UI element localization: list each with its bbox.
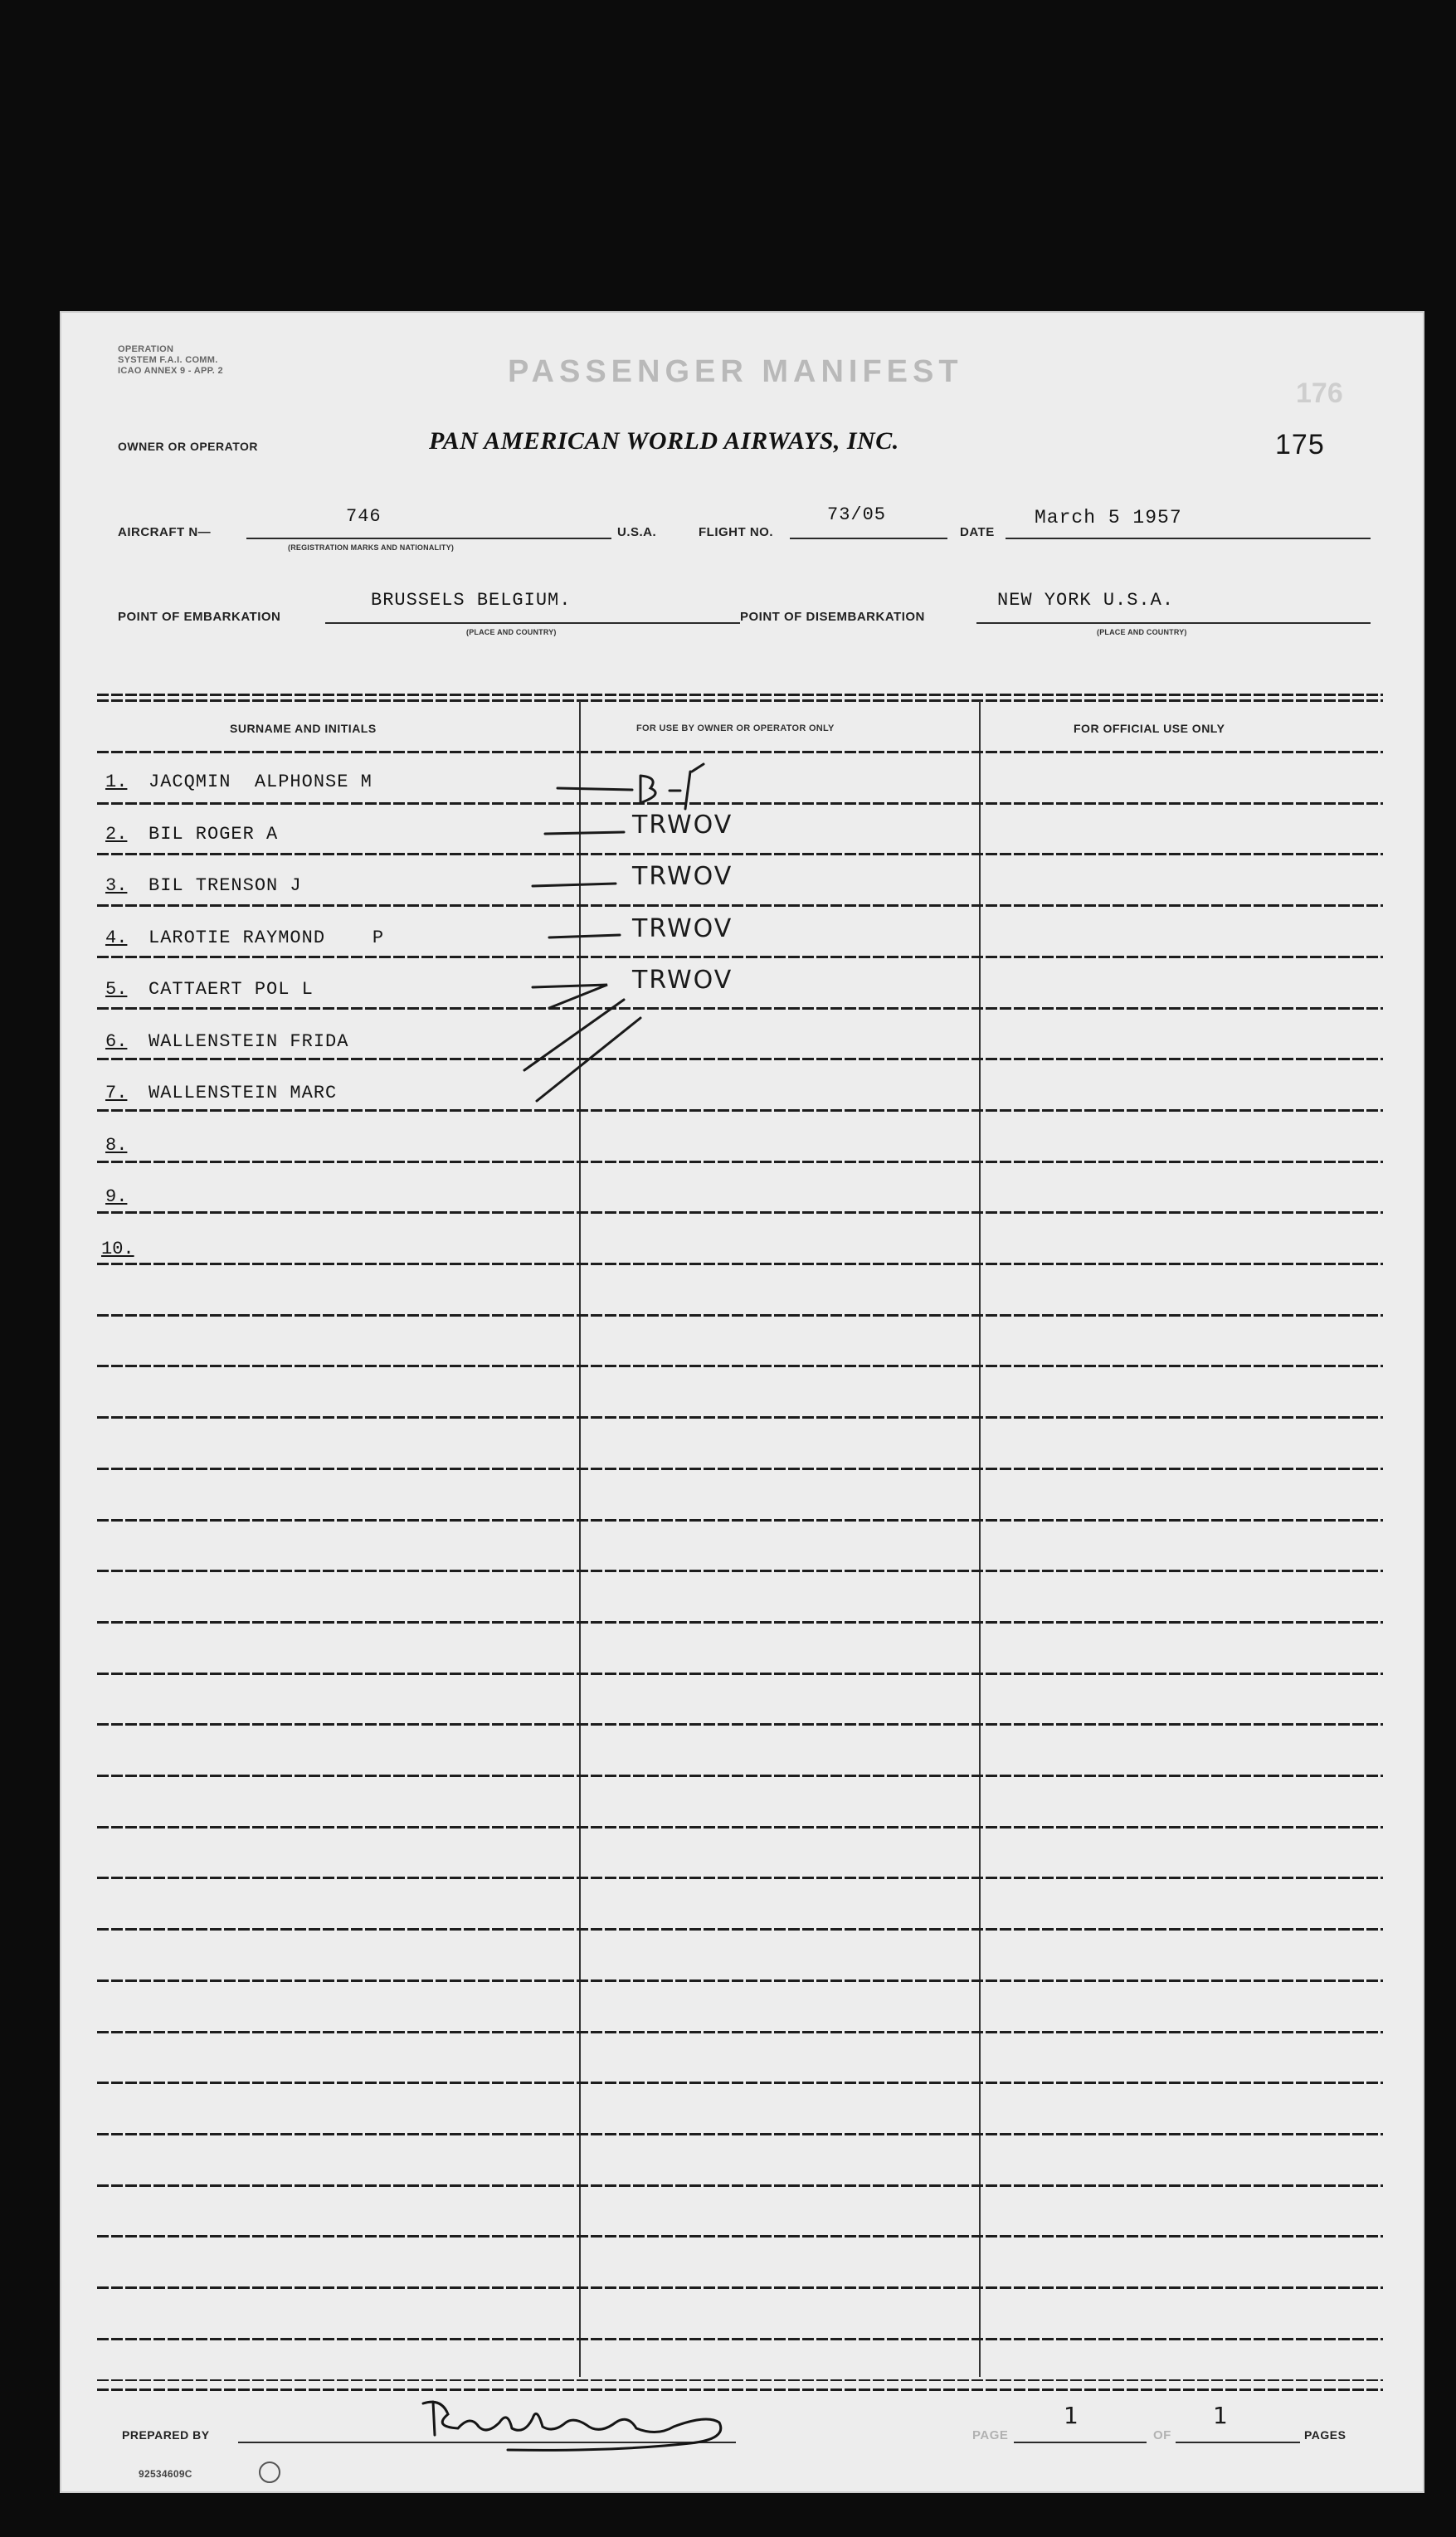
flight-label: FLIGHT NO. xyxy=(699,525,773,539)
passenger-name: LAROTIE RAYMOND P xyxy=(149,927,385,948)
aircraft-sub: (REGISTRATION MARKS AND NATIONALITY) xyxy=(288,543,455,552)
operator-mark: TRWOV xyxy=(632,913,733,943)
row-number: 5. xyxy=(105,979,128,1000)
page-number: 175 xyxy=(1275,429,1325,460)
column-header-surname: SURNAME AND INITIALS xyxy=(230,722,377,735)
passenger-name: WALLENSTEIN MARC xyxy=(149,1083,338,1103)
operator-mark: TRWOV xyxy=(632,966,733,995)
row-number: 8. xyxy=(105,1134,128,1156)
manifest-title: PASSENGER MANIFEST xyxy=(508,354,963,389)
embark-label: POINT OF EMBARKATION xyxy=(118,610,281,624)
passenger-name: WALLENSTEIN FRIDA xyxy=(149,1030,349,1052)
operator-mark: TRWOV xyxy=(632,862,733,891)
owner-label: OWNER OR OPERATOR xyxy=(118,440,258,453)
passenger-name: JACQMIN ALPHONSE M xyxy=(149,772,373,792)
passenger-name: CATTAERT POL L xyxy=(149,979,314,1000)
of-label: OF xyxy=(1153,2428,1171,2442)
disembark-value: NEW YORK U.S.A. xyxy=(997,590,1175,611)
row-number: 6. xyxy=(105,1030,128,1052)
row-number: 4. xyxy=(105,927,128,948)
union-bug-icon xyxy=(259,2462,280,2483)
row-number: 7. xyxy=(105,1083,128,1103)
form-number: 92534609C xyxy=(139,2468,192,2480)
of-value: 1 xyxy=(1213,2402,1228,2429)
date-value: March 5 1957 xyxy=(1035,507,1182,528)
pages-label: PAGES xyxy=(1304,2428,1346,2442)
aircraft-value: 746 xyxy=(346,506,382,527)
embark-value: BRUSSELS BELGIUM. xyxy=(371,590,572,611)
flight-value: 73/05 xyxy=(827,504,887,525)
handwritten-marks xyxy=(60,311,1424,2493)
page-value: 1 xyxy=(1064,2402,1079,2429)
passenger-name: BIL TRENSON J xyxy=(149,875,302,896)
row-number: 9. xyxy=(105,1186,128,1207)
aircraft-label: AIRCRAFT N— xyxy=(118,525,212,539)
embark-sub: (PLACE AND COUNTRY) xyxy=(466,628,557,636)
row-number: 10. xyxy=(101,1238,134,1259)
bleed-through-marks: 176 xyxy=(1296,377,1343,409)
row-number: 3. xyxy=(105,875,128,896)
row-number: 2. xyxy=(105,823,128,845)
date-label: DATE xyxy=(960,525,995,539)
page-label: PAGE xyxy=(972,2428,1009,2442)
manifest-sheet xyxy=(60,311,1424,2493)
disembark-label: POINT OF DISEMBARKATION xyxy=(740,610,925,624)
column-header-official: FOR OFFICIAL USE ONLY xyxy=(1074,722,1225,735)
column-header-operator: FOR USE BY OWNER OR OPERATOR ONLY xyxy=(636,723,835,733)
corner-stamp: OPERATION SYSTEM F.A.I. COMM. ICAO ANNEX 9 - APP. 2 xyxy=(118,344,223,376)
operator-mark: TRWOV xyxy=(632,810,733,840)
passenger-name: BIL ROGER A xyxy=(149,823,279,845)
row-number: 1. xyxy=(105,772,128,792)
disembark-sub: (PLACE AND COUNTRY) xyxy=(1097,628,1187,636)
owner-value: PAN AMERICAN WORLD AIRWAYS, INC. xyxy=(429,427,899,455)
aircraft-suffix: U.S.A. xyxy=(617,525,657,539)
prepared-label: PREPARED BY xyxy=(122,2428,210,2442)
preparer-signature xyxy=(408,2377,757,2460)
